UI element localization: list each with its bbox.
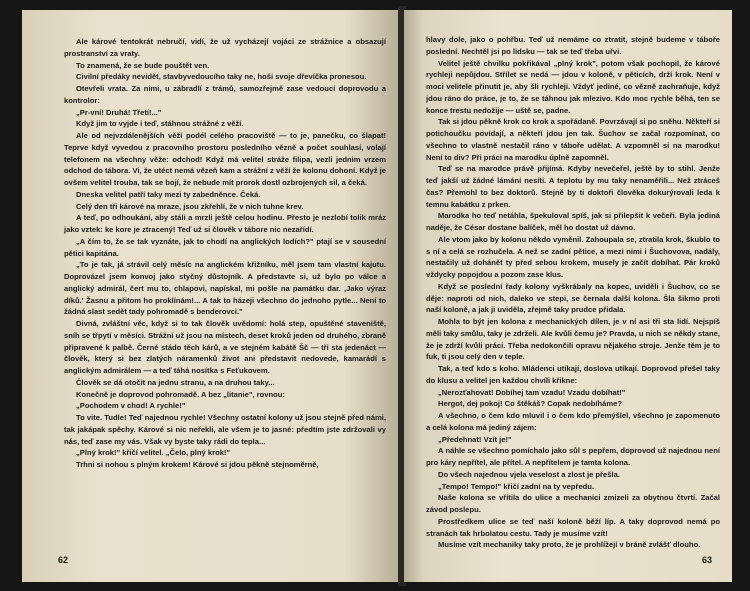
left-page-number: 62 <box>58 555 69 565</box>
paragraph: A náhle se všechno pomíchalo jako sůl s pepřem, doprovod už najednou není pro káry nepřítel, ale přítel. A nepřítelem je tamta kolona. <box>426 446 720 467</box>
paragraph: Člověk se dá otočit na jednu stranu, a na druhou taky... <box>76 377 275 387</box>
paragraph: Musíme vzít mechaniky taky proto, že je prohlížejí v bráně zvlášť dlouho. <box>438 540 701 550</box>
paragraph: Trhni si nohou s plným krokem! Kárové si jdou pěkně stejnoměrně, <box>76 460 319 469</box>
paragraph: „A čím to, že se tak vyznáte, jak to chodí na anglických lodích?" ptají se v sousední pětici kapitána. <box>64 236 386 258</box>
paragraph: Do všech najednou vjela veselost a zlost je přešla. <box>438 469 620 479</box>
paragraph: Tak si jdou pěkně krok co krok a spořádaně. Povrzávají si po sněhu. Někteří si potichoučku povídají, a někteří jdou jen tak. Šuchov se začal rozpomínat, co všechno to vlastně nestačil ráno v táboře udělat. A vzpomněl si na marodku! Není to div? Při práci na marodku úplně zapomněl. <box>426 117 720 162</box>
paragraph: „Pochodem v chod! A rychle!" <box>76 401 186 411</box>
paragraph: Ale vtom jako by kolonu někdo vyměnil. Zahoupala se, ztratila krok, škublo to s ní a celá se rozhučela. A než se zadní pětice, a mezi nimi i Šuchovova, nadály, nestačily už dohánět ty před sebou krokem, musely je začít dobíhat. Pár kroků vždycky popojdou a pozom zase klus. <box>426 234 720 279</box>
paragraph: hlavy dole, jako o pohřbu. Teď už nemáme co ztratit, stejně budeme v táboře poslední. Nechtěl jsi po lidsku — tak se teď třeba uřvi. <box>426 35 720 56</box>
paragraph: Divná, zvláštní věc, když si to tak člověk uvědomí: holá step, opuštěné staveniště, sníh se třpytí v měsíci. Strážní už jsou na místech, deset kroků jeden od druhého, zbraně připravené k palbě. Černé stádo těch kárů, a ve stejném kabátě Šč — tři sta jedenáct — člověk, který si bez zlatých náramenků život ani představit nedovede, kamarádí s anglickým admirálem — a teď táhá nosítka s Feťukovem. <box>64 319 386 375</box>
paragraph: Hergot, dej pokoj! Co štěkáš? Copak nedobíháme? <box>438 399 622 409</box>
paragraph: Celý den tři kárové na mraze, jsou zkřehlí, že v nich tuhne krev. <box>76 201 304 211</box>
paragraph: Když se poslední řady kolony vyškrábaly na kopec, uviděli i Šuchov, co se děje: naproti od nich, daleko ve stepi, se černala další kolona. Šla šikmo proti naší koloně, a jak ji uviděla, zřejmě taky prudce přidala. <box>426 281 720 315</box>
paragraph: Civilní předáky nevidět, stavbyvedoucího taky ne, hoši svoje dřevíčka pronesou. <box>76 72 367 82</box>
paragraph: „Plný krok!" křičí velitel. „Čelo, plný krok!" <box>76 448 231 458</box>
paragraph: „To je tak, já strávil celý měsíc na anglickém křižníku, měl jsem tam vlastní kajutu. Doprovázel jsem konvoj jako styčný důstojník. A představte si, už bylo po válce a anglický admirál, čert mu to, chlapovi, napískal, mi pošle na památku dar. ‚Jako výraz díků.' Žasnu a přitom ho proklínám!... A tak to házeji všechno do jednoho pytle... Není to žádná slast sedět tady pohromadě s benderovci." <box>64 260 386 317</box>
paragraph: „Nerozťahovat! Dobíhej tam vzadu! Vzadu dobíhat!" <box>438 387 626 397</box>
right-page <box>404 10 732 582</box>
paragraph: Prostředkem ulice se teď naší koloně běží líp. A taky doprovod nemá po stranách tak hrbolatou cestu. Tady je musíme vzít! <box>426 516 720 538</box>
paragraph: Tak, a teď kdo s koho. Mládenci utíkají, doslova utíkají. Doprovod přešel taky do klusu a velitel jen každou chvíli křikne: <box>426 364 720 385</box>
paragraph: Konečně je doprovod pohromadě. A bez „litanie", rovnou: <box>76 389 285 399</box>
paragraph: Ale od nejvzdálenějších věží podél celého pracoviště — to je, panečku, co šlapat! Teprve když vyvedou z pracovního prostoru posledního vězně a počet souhlasí, volají telefonem na všechny věže: odchod! Když má velitel stráže filipa, vezli jednim vrzem odchod do tábora. Vi, že utéct nemá vězeň kam a strážní z věží že kolonu dohoní. Když je ovšem velitel trouba, tak se bojí, že nebude mít prorok dostl ozbrojených sil, a čeká. <box>64 131 386 187</box>
paragraph: Teď se na marodce právě přijímá. Kdyby nevečeřel, ještě by to stihl. Jenže teď jakší už žádné lámání nesíti. A teplotu by mu taky nenaměřili... Než ztráceš čas? Přemohl to bez doktorů. Stejně by ti doktoři člověka dokurýrovali leda k temnu kabátku z prken. <box>426 164 720 209</box>
left-page <box>22 10 400 582</box>
paragraph: Mohla to být jen kolona z mechanických dílen, je v ní asi tři sta lidí. Nejspíš měli taky smůlu, taky je zdrželi. Ale kvůli čemu je? Pravda, u nich se někdy stane, že je zdrží kvůli práci. Třeba nedokončili opravu nějakého stroje. Jenže těm je to fuk, ti jsou celý den v teple. <box>426 317 720 362</box>
left-page-text <box>64 36 386 471</box>
paragraph: Marodka ho teď netáhla, špekuloval spíš, jak si přilepšit k večeři. Byla jediná naděje, že César dostane balíček, měl ho dostat už dávno. <box>426 211 720 232</box>
paragraph: Ale kárové tentokrát nebručí, vidí, že už vycházejí vojáci ze strážnice a obsazují prostranství za vraty. <box>64 37 386 58</box>
paragraph: To znamená, že se bude pouštět ven. <box>76 60 210 70</box>
right-page-number: 63 <box>701 555 712 565</box>
paragraph: A všechno, o čem kdo mluvil i o čem kdo přemýšlel, všechno je zapomenuto a celá kolona má jediný zájem: <box>426 411 720 432</box>
paragraph: Když jim to vyjde i teď, stáhnou strážné z věží. <box>76 119 244 129</box>
right-page-text <box>426 34 720 551</box>
paragraph: „Pr-vní! Druhá! Třetí!..." <box>76 107 162 117</box>
paragraph: Velitel ještě chvilku pokřikával „plný krok", potom však pochopil, že kárové rychleji nepůjdou. Střílet se nedá — jdou v koloně, v pěticích, drží krok. Není v moci velitele přinutit je, aby šli rychleji. Vždyť jediné, co vězně zachraňuje, když jdou ráno do práce, je to, že se táhnou jak mlezivo. Kdo moc rychle běhá, ten se konce trestu nedožije — uště se, padne. <box>426 58 720 115</box>
paragraph: Otevřeli vrata. Za nimi, u zábradlí z trámů, samozřejmě zase vedoucí doprovodu a kontrolor: <box>64 84 386 105</box>
paragraph: „Tempo! Tempo!" křičí zadní na ty vepředu. <box>438 481 595 491</box>
paragraph: „Předehnat! Vzít je!" <box>438 434 512 444</box>
paragraph: To vite. Tudle! Teď najednou rychle! Všechny ostatní kolony už jsou stejně před námi, tak jakápak spěchy. Kárové si nic neřekli, ale všem je to jasné: předtím jste zdržovali vy nás, teď zase my vás. Však vy byste taky rádi do tepla... <box>64 413 386 446</box>
paragraph: A teď, po odhoukání, aby stáli a mrzli ještě celou hodinu. Přesto je nezlobí tolik mráz jako vztek: ke kore je ztracený! Teď už si člověk v tábore nic nezařídí. <box>64 213 386 234</box>
paragraph: Dneska velitel patří taky mezi ty zabedněnce. Čeká. <box>76 189 261 199</box>
paragraph: Naše kolona se vřítila do ulice a mechanici zmizeli za obytnou čtvrtí. Začal závod poslepu. <box>426 493 720 514</box>
